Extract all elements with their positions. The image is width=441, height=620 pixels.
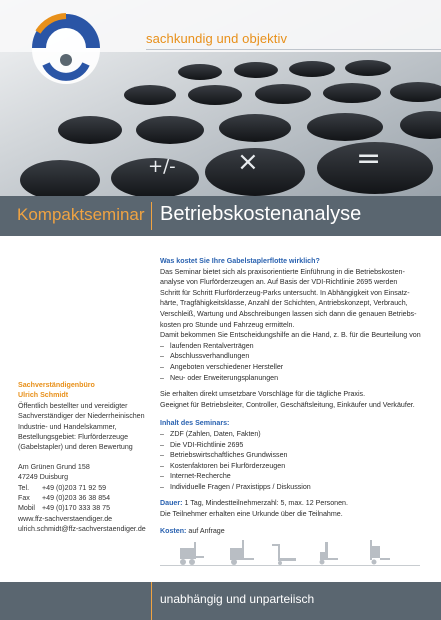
- stacker-icon: [320, 542, 339, 565]
- inhalt-heading: Inhalt des Seminars:: [160, 419, 230, 428]
- kosten-label: Kosten:: [160, 526, 187, 535]
- tagline: sachkundig und objektiv: [146, 31, 288, 46]
- benefit-paragraph: [160, 389, 422, 410]
- list-item: – Angeboten verschiedener Hersteller: [160, 362, 422, 373]
- svg-text:=: =: [356, 141, 382, 176]
- org-desc-line: Öffentlich bestellter und vereidigter: [18, 401, 128, 410]
- footer-separator: [151, 582, 152, 620]
- org-desc-line: Sachverständiger der Niederrheinischen: [18, 412, 145, 421]
- website-link[interactable]: www.ffz-sachverstaendiger.de: [18, 514, 113, 523]
- list-item: – Neu- oder Erweiterungsplanungen: [160, 373, 422, 384]
- main-content: [160, 256, 422, 542]
- list-item: – Individuelle Fragen / Praxistipps / Diskussion: [160, 482, 422, 493]
- list-item: – Abschlussverhandlungen: [160, 351, 422, 362]
- kosten-text: auf Anfrage: [188, 526, 225, 535]
- dauer-label: Dauer:: [160, 499, 183, 508]
- benefit-line: Geeignet für Betriebsleiter, Controller, Geschäftsleitung, Einkäufer und Verkäufer.: [160, 400, 415, 409]
- footer-slogan: unabhängig und unparteiisch: [160, 592, 315, 606]
- fax-label: Fax: [18, 494, 30, 503]
- intro-line: Das Seminar bietet sich als praxisorientierte Einführung in die Betriebskosten-: [160, 267, 405, 276]
- use-case-list: [160, 341, 422, 383]
- intro-line: analyse von Flurförderzeugen an. Auf Basis der VDI-Richtlinie 2695 werden: [160, 278, 398, 287]
- intro-line: Verschleiß, Wartung und Abschreibungen lassen sich dann die genauen Betriebs-: [160, 309, 417, 318]
- fax-number: +49 (0)203 36 38 854: [42, 494, 111, 503]
- company-logo-icon: [20, 8, 120, 88]
- list-item: – ZDF (Zahlen, Daten, Fakten): [160, 429, 422, 440]
- email-link[interactable]: ulrich.schmidt@ffz-sachverstaendiger.de: [18, 525, 146, 534]
- header-keyboard-photo: [0, 0, 441, 196]
- svg-text:×: ×: [237, 147, 259, 177]
- dauer-paragraph: [160, 498, 422, 519]
- org-desc-line: (Gabelstapler) und deren Bewertung: [18, 443, 133, 452]
- intro-line: Schritt für Schritt Flurförderzeug-Parks untersucht. In Abhängigkeit von Einsatz-: [160, 288, 410, 297]
- mobil-label: Mobil: [18, 504, 35, 513]
- title-band: [0, 196, 441, 236]
- dauer-text: 1 Tag, Mindestteilnehmerzahl: 5, max. 12 Personen.: [184, 499, 348, 508]
- tel-label: Tel.: [18, 483, 30, 492]
- org-name: Sachverständigenbüro: [18, 381, 95, 389]
- org-desc-line: Bestellungsgebiet: Flurförderzeuge: [18, 433, 129, 442]
- intro-line: Damit bekommen Sie Entscheidungshilfe an die Hand, z. B. für die Beurteilung von: [160, 331, 421, 340]
- icon-baseline: [160, 565, 420, 566]
- mobil-number[interactable]: +49 (0)170 333 38 75: [42, 504, 111, 513]
- pallet-truck-icon: [272, 544, 296, 565]
- address-street: Am Grünen Grund 158: [18, 462, 90, 471]
- tel-number[interactable]: +49 (0)203 71 92 59: [42, 483, 107, 492]
- seminar-title: Betriebskostenanalyse: [160, 203, 362, 225]
- list-item: – Internet-Recherche: [160, 471, 422, 482]
- reach-truck-icon: [230, 540, 254, 565]
- address-city: 47249 Duisburg: [18, 473, 69, 482]
- list-item: – Kostenfaktoren bei Flurförderzeugen: [160, 461, 422, 472]
- benefit-line: Sie erhalten direkt umsetzbare Vorschläge für die tägliche Praxis.: [160, 390, 366, 399]
- vehicle-icon-row: [160, 538, 420, 568]
- forklift-icon: [180, 542, 204, 565]
- footer-band: [0, 582, 441, 620]
- intro-line: kosten pro Stunde und Fahrzeug ermitteln.: [160, 320, 295, 329]
- contact-block: [18, 380, 148, 544]
- seminar-type: Kompaktseminar: [17, 205, 145, 224]
- svg-text:+/-: +/-: [148, 156, 176, 177]
- tagline-rule: [146, 49, 441, 50]
- org-desc-line: Industrie- und Handelskammer,: [18, 422, 117, 431]
- dauer-line2: Die Teilnehmer erhalten eine Urkunde über die Teilnahme.: [160, 510, 343, 519]
- list-item: – Die VDI-Richtlinie 2695: [160, 440, 422, 451]
- intro-paragraph: [160, 267, 422, 341]
- intro-line: härte, Tragfähigkeitsklasse, Anzahl der Schichten, Antriebskonzept, Verbrauch,: [160, 299, 408, 308]
- org-person: Ulrich Schmidt: [18, 391, 69, 400]
- order-picker-icon: [370, 540, 390, 565]
- list-item: – laufenden Rentalverträgen: [160, 341, 422, 352]
- content-list: [160, 429, 422, 493]
- band-separator: [151, 202, 152, 230]
- list-item: – Betriebswirtschaftliches Grundwissen: [160, 450, 422, 461]
- question-heading: Was kostet Sie Ihre Gabelstaplerflotte wirklich?: [160, 257, 320, 265]
- kosten-paragraph: [160, 526, 422, 537]
